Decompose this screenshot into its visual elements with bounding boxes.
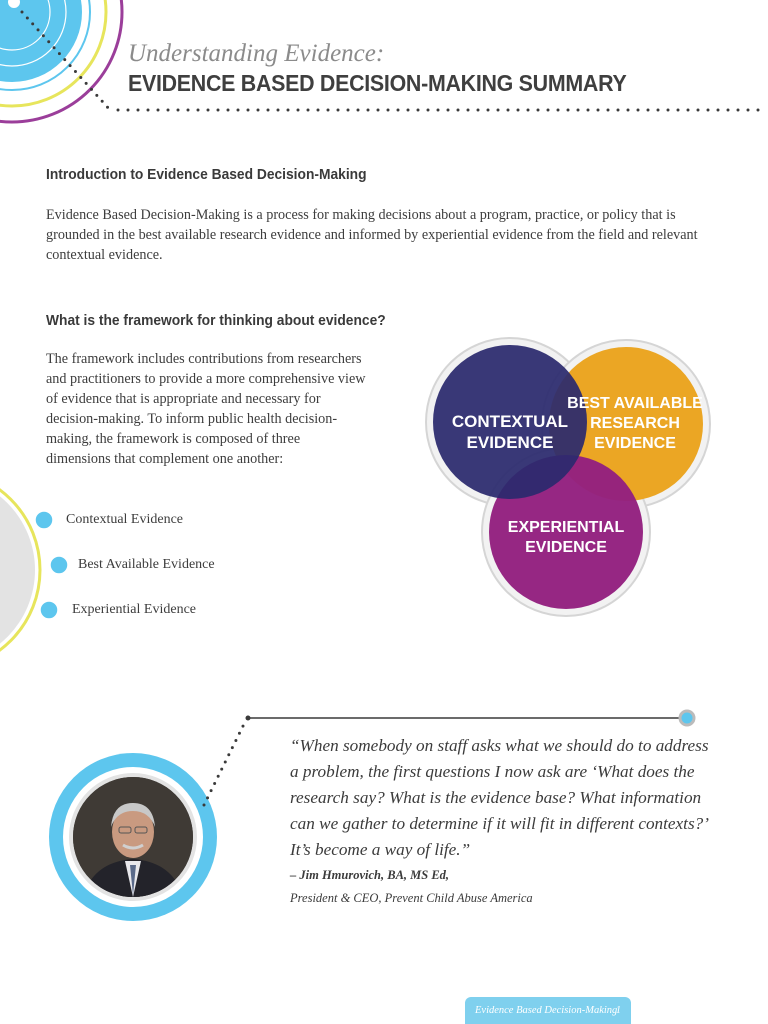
node-dot (7, 0, 21, 9)
portrait-image (73, 777, 193, 897)
list-item-best-available: Best Available Evidence (78, 557, 215, 572)
contextual-label-line2: EVIDENCE (466, 433, 554, 452)
research-label-line2: RESEARCH (590, 415, 680, 432)
quote-author: – Jim Hmurovich, BA, MS Ed, (290, 868, 450, 882)
experiential-label-line2: EVIDENCE (525, 539, 607, 556)
footer-tab (465, 997, 631, 1024)
framework-heading: What is the framework for thinking about evidence? (46, 312, 386, 329)
experiential-label-line1: EXPERIENTIAL (507, 519, 625, 536)
evidence-venn-diagram (418, 336, 718, 626)
page-number: 1 (615, 1005, 621, 1016)
rule-end-dot (680, 711, 694, 725)
bullet-dot (35, 511, 53, 529)
framework-paragraph: The framework includes contributions from researchers and practitioners to provide a more comprehensive view of evidence that is appropriate and necessary for decision-making. To inform public health decision-making, the framework is composed of three dimensions that complement one another: (46, 351, 366, 467)
page-subtitle: Understanding Evidence: (128, 40, 385, 67)
intro-heading: Introduction to Evidence Based Decision-Making (46, 166, 367, 183)
contextual-label-line1: CONTEXTUAL (451, 412, 569, 431)
bullet-dot (50, 556, 68, 574)
quote-author-role: President & CEO, Prevent Child Abuse America (290, 891, 533, 905)
page-title: EVIDENCE BASED DECISION-MAKING SUMMARY (128, 70, 627, 96)
list-item-contextual: Contextual Evidence (66, 512, 184, 527)
blue-disc (0, 0, 82, 82)
research-label-line3: EVIDENCE (594, 435, 676, 452)
bullet-dot (40, 601, 58, 619)
dotted-connector (204, 720, 246, 805)
list-item-experiential: Experiential Evidence (72, 602, 196, 617)
rule-start-dot (246, 716, 251, 721)
intro-paragraph: Evidence Based Decision-Making is a process for making decisions about a program, practice, or policy that is grounded in the best available research evidence and informed by experiential evidence from the field and relevant contextual evidence. (46, 207, 698, 263)
gray-disc (0, 475, 35, 665)
footer-label: Evidence Based Decision-Making (475, 1005, 618, 1016)
quote-text: “When somebody on staff asks what we should do to address a problem, the first questions I now ask are ‘What does the research say? What is the evidence base? What information can we gather to determine if it will fit in different contexts?’ It’s become a way of life.” (290, 736, 709, 859)
research-label-line1: BEST AVAILABLE (567, 395, 703, 412)
author-portrait (73, 777, 193, 897)
